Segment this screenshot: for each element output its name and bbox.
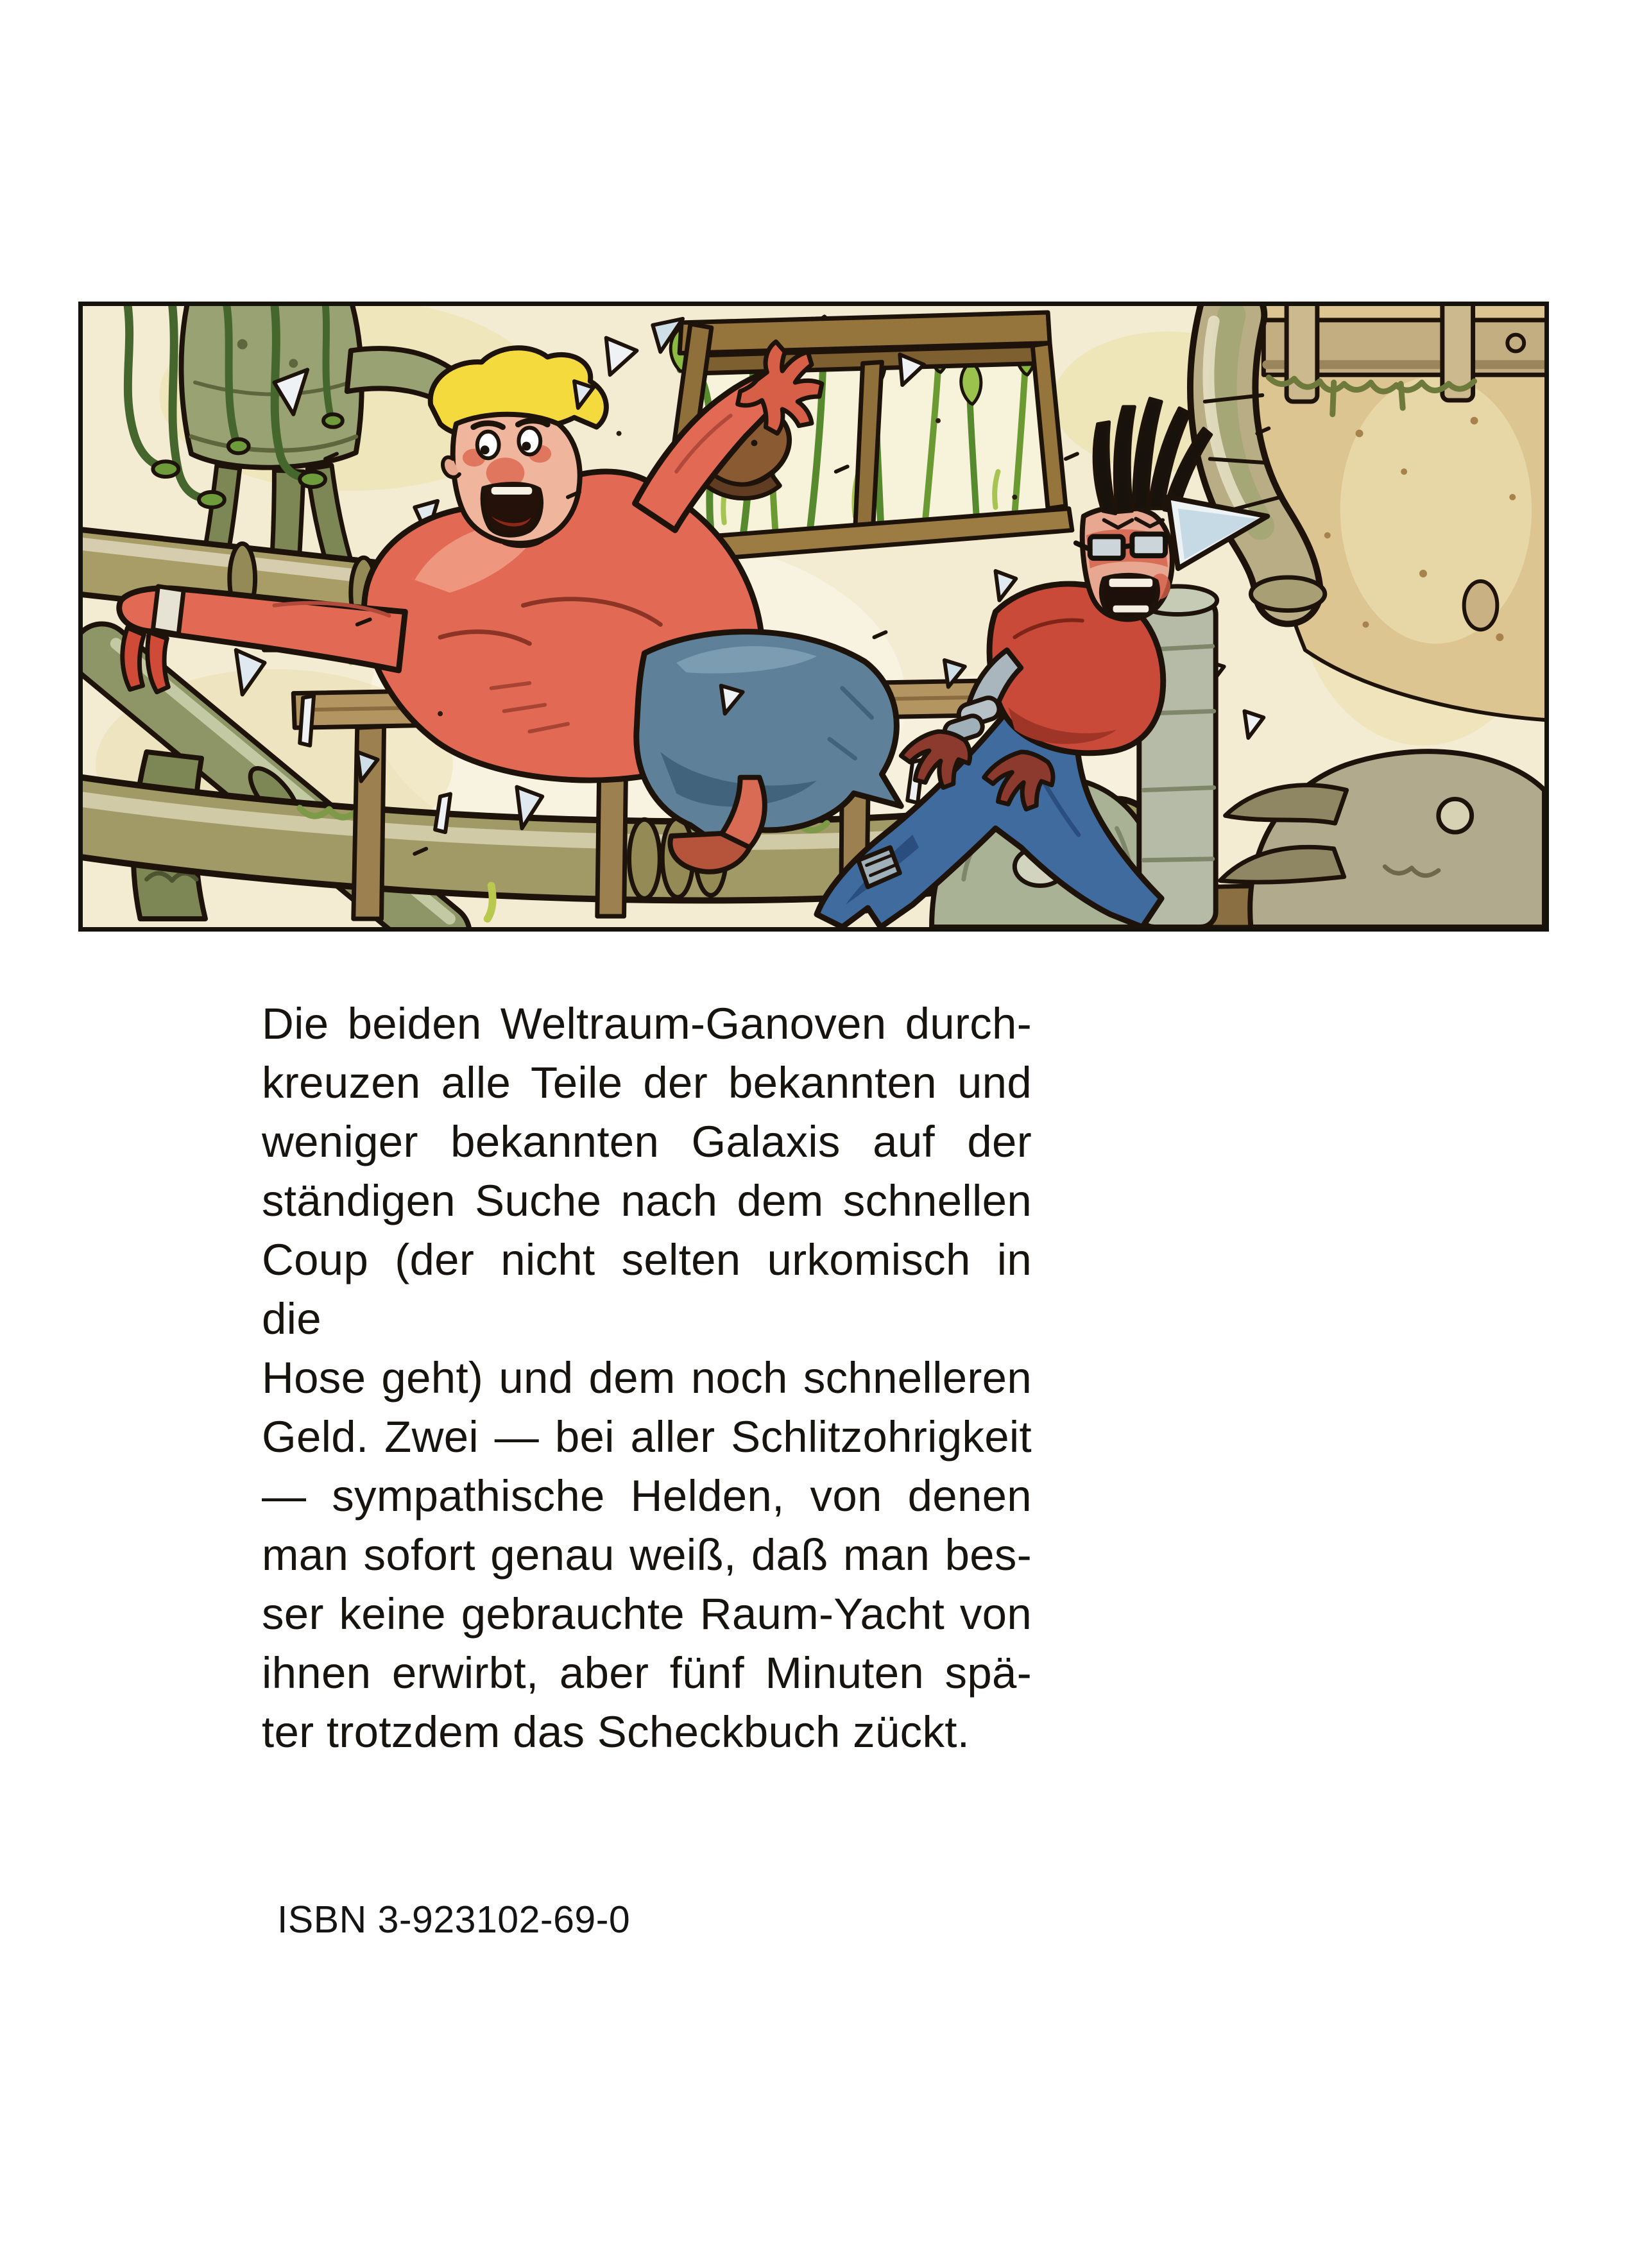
blurb-paragraph bbox=[262, 994, 1032, 1762]
blurb-line: ständigen Suche nach dem schnellen bbox=[262, 1176, 1032, 1225]
blurb-line: Die beiden Weltraum-Ganoven durch- bbox=[262, 999, 1032, 1048]
blurb-line: man sofort genau weiß, daß man bes- bbox=[262, 1530, 1032, 1580]
blurb-line: ser keine gebrauchte Raum-Yacht von bbox=[262, 1589, 1032, 1639]
isbn-label: ISBN 3-923102-69-0 bbox=[277, 1898, 631, 1941]
blurb-line: ter trotzdem das Scheckbuch zückt. bbox=[262, 1707, 970, 1757]
blurb-line: — sympathische Helden, von denen bbox=[262, 1471, 1032, 1521]
blurb-line: kreuzen alle Teile der bekannten und bbox=[262, 1058, 1032, 1107]
blurb-line: Coup (der nicht selten urkomisch in die bbox=[262, 1235, 1032, 1343]
blurb-line: Geld. Zwei — bei aller Schlitzohrigkeit bbox=[262, 1412, 1032, 1462]
blurb-line: weniger bekannten Galaxis auf der bbox=[262, 1117, 1032, 1166]
cover-illustration bbox=[78, 302, 1549, 932]
blurb-line: ihnen erwirbt, aber fünf Minuten spä- bbox=[262, 1648, 1032, 1698]
blurb-line: Hose geht) und dem noch schnelleren bbox=[262, 1353, 1032, 1403]
cover-illustration-art bbox=[83, 306, 1544, 927]
